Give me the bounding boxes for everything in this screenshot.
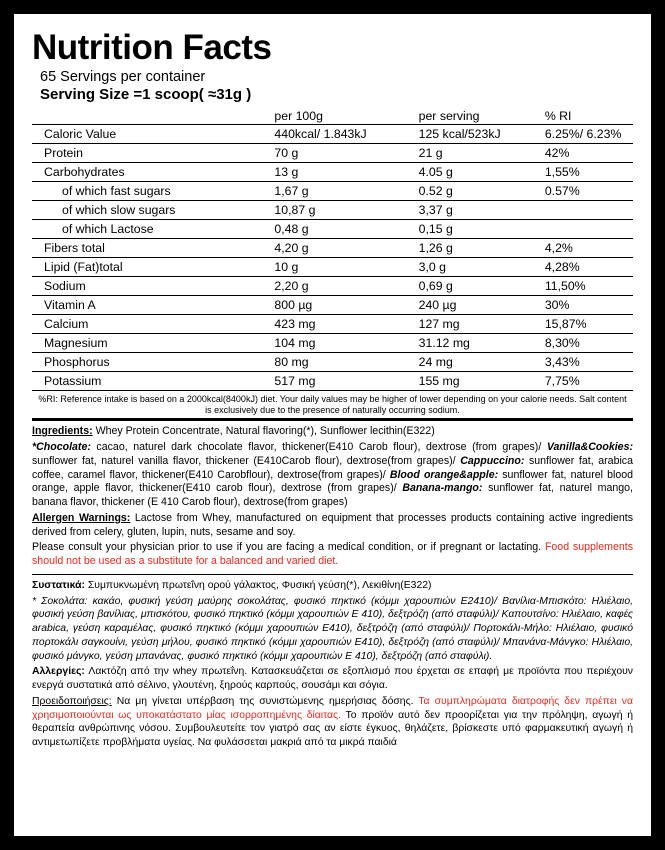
page-title: Nutrition Facts xyxy=(32,28,272,67)
table-header xyxy=(32,107,633,125)
nutrient-per-100g: 0,48 g xyxy=(272,219,416,238)
nutrient-per-100g: 440kcal/ 1.843kJ xyxy=(272,124,416,143)
nutrient-name: Carbohydrates xyxy=(32,162,272,181)
nutrient-ri: 7,75% xyxy=(543,371,633,390)
table-row xyxy=(32,162,633,181)
nutrient-per-serving: 155 mg xyxy=(417,371,543,390)
nutrient-name: of which fast sugars xyxy=(32,181,272,200)
nutrient-per-100g: 10,87 g xyxy=(272,200,416,219)
ingredients-label: Ingredients: xyxy=(32,425,93,438)
greek-warning-paragraph xyxy=(32,695,633,750)
english-section xyxy=(32,425,633,569)
greek-section xyxy=(32,579,633,750)
physician-text: Please consult your physician prior to use if you are facing a medical condition, or if pregnant or lactating. xyxy=(32,541,545,554)
nutrient-per-serving: 3,0 g xyxy=(417,257,543,276)
nutrient-per-100g: 104 mg xyxy=(272,333,416,352)
reference-intake-note: %RI: Reference intake is based on a 2000kcal(8400kJ) diet. Your daily values may be higher of lower depending on your calorie needs. Salt content is exclusively due to the presence of naturally occurring sodium. xyxy=(32,390,633,422)
greek-allergies-text: Λακτόζη από την whey πρωτεΐνη. Κατασκευάζεται σε εξοπλισμό που έρχεται σε επαφή με προϊόντα που περιέχουν ενεργά συστατικά από σέλινο, γλουτένη, ξηρούς καρπούς, σουσάμι και σόγια. xyxy=(32,666,633,692)
allergen-paragraph xyxy=(32,512,633,540)
nutrient-per-100g: 800 µg xyxy=(272,295,416,314)
nutrient-per-serving: 127 mg xyxy=(417,314,543,333)
language-divider xyxy=(32,574,633,575)
table-row xyxy=(32,238,633,257)
nutrient-per-100g: 517 mg xyxy=(272,371,416,390)
nutrient-ri xyxy=(543,219,633,238)
flavor-chocolate-label: *Chocolate: xyxy=(32,441,91,454)
nutrient-per-100g: 10 g xyxy=(272,257,416,276)
column-header-per-100g: per 100g xyxy=(274,108,323,123)
table-body xyxy=(32,124,633,390)
physician-paragraph xyxy=(32,541,633,569)
nutrient-per-serving: 3,37 g xyxy=(417,200,543,219)
nutrient-name: Caloric Value xyxy=(32,124,272,143)
greek-warning-label: Προειδοποιήσεις: xyxy=(32,695,112,707)
ingredients-paragraph xyxy=(32,425,633,439)
nutrient-per-serving: 24 mg xyxy=(417,352,543,371)
servings-per-container: 65 Servings per container xyxy=(40,68,206,85)
allergen-label: Allergen Warnings: xyxy=(32,511,131,524)
table-row xyxy=(32,200,633,219)
table-row xyxy=(32,333,633,352)
nutrient-per-100g: 13 g xyxy=(272,162,416,181)
table-row xyxy=(32,295,633,314)
flavor-chocolate-text: cacao, naturel dark chocolate flavor, thickener(E410 Carob flour), dextrose (from grapes)/ xyxy=(90,441,542,454)
nutrient-name: Vitamin A xyxy=(32,295,272,314)
greek-ingredients-label: Συστατικά: xyxy=(32,579,85,591)
nutrient-name: Potassium xyxy=(32,371,272,390)
nutrient-name: Phosphorus xyxy=(32,352,272,371)
column-header-name xyxy=(32,107,272,125)
flavor-banana-text: sunflower fat, naturel mango, banana flavor, thickener (E 410 Carob flour), dextrose(from grapes) xyxy=(32,482,633,509)
nutrition-table xyxy=(32,107,633,390)
table-row xyxy=(32,257,633,276)
greek-supplement-warning-text: Τα συμπληρώματα διατροφής δεν πρέπει να χρησιμοποιούνται ως υποκατάστατο μίας ισορροπημένης δίαιτας. xyxy=(32,695,634,721)
table-row xyxy=(32,314,633,333)
nutrient-ri: 1,55% xyxy=(543,162,633,181)
greek-ingredients-text: Συμπυκνωμένη πρωτεΐνη ορού γάλακτος, Φυσική γεύση(*), Λεκιθίνη(E322) xyxy=(84,579,432,591)
nutrient-ri: 3,43% xyxy=(543,352,633,371)
greek-final-text: Το προϊόν αυτό δεν προορίζεται για την πρόληψη, αγωγή ή θεραπεία ανθρώπινης νόσου. Συμβουλευτείτε τον γιατρό σας αν είστε έγκυος, θηλάζετε, βρίσκεστε υπό φαρμακευτική αγωγή ή αντιμετωπίζετε προβλήματα υγείας. Να φυλάσσεται μακριά από τα μικρά παιδιά xyxy=(32,709,633,748)
flavor-vanilla-text: sunflower fat, naturel vanilla flavor, thickener (E410Carob flour), dextrose(from grapes)/ xyxy=(32,454,456,467)
nutrient-ri: 6.25%/ 6.23% xyxy=(543,124,633,143)
column-header-per-serving: per serving xyxy=(418,108,480,123)
nutrient-ri: 15,87% xyxy=(543,314,633,333)
nutrient-ri: 0.57% xyxy=(543,181,633,200)
nutrient-per-100g: 1,67 g xyxy=(272,181,416,200)
table-row xyxy=(32,371,633,390)
nutrient-name: of which Lactose xyxy=(32,219,272,238)
nutrient-per-serving: 31.12 mg xyxy=(417,333,543,352)
table-row xyxy=(32,124,633,143)
nutrient-ri: 8,30% xyxy=(543,333,633,352)
table-row xyxy=(32,276,633,295)
nutrient-name: Sodium xyxy=(32,276,272,295)
nutrient-name: Lipid (Fat)total xyxy=(32,257,272,276)
nutrient-per-serving: 0,69 g xyxy=(417,276,543,295)
nutrient-ri: 11,50% xyxy=(543,276,633,295)
nutrient-per-serving: 4.05 g xyxy=(417,162,543,181)
flavor-blood-orange-text: sunflower fat, naturel blood orange, apple flavor, thickener(E410 carob flour), dextrose (from grapes)/ xyxy=(32,468,634,495)
nutrient-per-serving: 0.52 g xyxy=(417,181,543,200)
flavor-cappuccino-text: sunflower fat, arabica coffee, caramel flavor, thickener(E410 Carobflour), dextrose(from grapes)/ xyxy=(32,454,633,481)
nutrient-ri: 42% xyxy=(543,143,633,162)
flavor-banana-label: Banana-mango: xyxy=(396,482,483,495)
nutrient-per-serving: 125 kcal/523kJ xyxy=(417,124,543,143)
column-header-ri: % RI xyxy=(544,108,572,123)
greek-allergies-label: Αλλεργίες: xyxy=(32,666,85,678)
nutrient-per-100g: 423 mg xyxy=(272,314,416,333)
greek-flavors-paragraph: * Σοκολάτα: κακάο, φυσική γεύση μαύρης σοκολάτας, φυσικό πηκτικό (κόμμι χαρουπιών Ε2410)/ Βανίλια-Μπισκότο: Ηλιέλαιο, φυσική γεύση βανίλιας, μπισκότου, φυσικό πηκτικό (κόμμι χαρουπιών Ε 410), δεξτρόζη (από σταφύλι)/ Καπουτσίνο: Ηλιέλαιο, καφές arabica, γεύση καραμέλας, φυσικό πηκτικό (κόμμι χαρουπιών Ε410), δεξτρόζη (από σταφύλι)/ Πορτοκάλι-Μήλο: Ηλιέλαιο, φυσικό πορτοκάλι σαγκουίνι, γεύση μήλου, φυσικό πηκτικό (κόμμι χαρουπιών E410), δεξτρόζη (από σταφύλι)/ Μπανάνα-Μάνγκο: Ηλιέλαιο, φυσικό μάνγκο, γεύση μπανάνας, φυσικό πηκτικό (κόμμι χαρουπιών Ε 410), δεξτρόζη (από σταφύλι). xyxy=(32,595,633,662)
greek-ingredients-paragraph xyxy=(32,579,633,593)
ingredients-text: Whey Protein Concentrate, Natural flavoring(*), Sunflower lecithin(E322) xyxy=(92,425,435,438)
supplement-warning-text: Food supplements should not be used as a substitute for a balanced and varied diet. xyxy=(32,541,633,568)
nutrient-per-100g: 70 g xyxy=(272,143,416,162)
nutrient-per-serving: 1,26 g xyxy=(417,238,543,257)
greek-allergies-paragraph xyxy=(32,665,633,692)
flavor-cappuccino-label: Cappuccino: xyxy=(455,454,525,467)
flavor-blood-orange-label: Blood orange&apple: xyxy=(385,468,499,481)
nutrient-name: Calcium xyxy=(32,314,272,333)
nutrient-ri: 30% xyxy=(543,295,633,314)
table-row xyxy=(32,143,633,162)
nutrient-name: Protein xyxy=(32,143,272,162)
allergen-text: Lactose from Whey, manufactured on equipment that processes products containing active ingredients derived from celery, gluten, lupin, nuts, sesame and soy. xyxy=(32,511,633,538)
nutrient-name: of which slow sugars xyxy=(32,200,272,219)
nutrient-per-100g: 80 mg xyxy=(272,352,416,371)
nutrient-ri: 4,2% xyxy=(543,238,633,257)
nutrient-per-serving: 0,15 g xyxy=(417,219,543,238)
nutrient-per-serving: 240 µg xyxy=(417,295,543,314)
flavors-paragraph xyxy=(32,441,633,510)
nutrient-per-serving: 21 g xyxy=(417,143,543,162)
nutrient-per-100g: 2,20 g xyxy=(272,276,416,295)
table-row xyxy=(32,219,633,238)
nutrient-name: Fibers total xyxy=(32,238,272,257)
nutrition-label-panel xyxy=(14,14,651,836)
nutrient-per-100g: 4,20 g xyxy=(272,238,416,257)
nutrient-ri: 4,28% xyxy=(543,257,633,276)
table-row xyxy=(32,181,633,200)
nutrient-name: Magnesium xyxy=(32,333,272,352)
table-row xyxy=(32,352,633,371)
serving-size: Serving Size =1 scoop( ≈31g ) xyxy=(40,85,252,103)
greek-warning-text: Να μη γίνεται υπέρβαση της συνιστώμενης ημερήσιας δόσης. xyxy=(111,695,419,707)
nutrient-ri xyxy=(543,200,633,219)
table-header-row xyxy=(32,107,633,125)
flavor-vanilla-label: Vanilla&Cookies: xyxy=(541,441,633,454)
